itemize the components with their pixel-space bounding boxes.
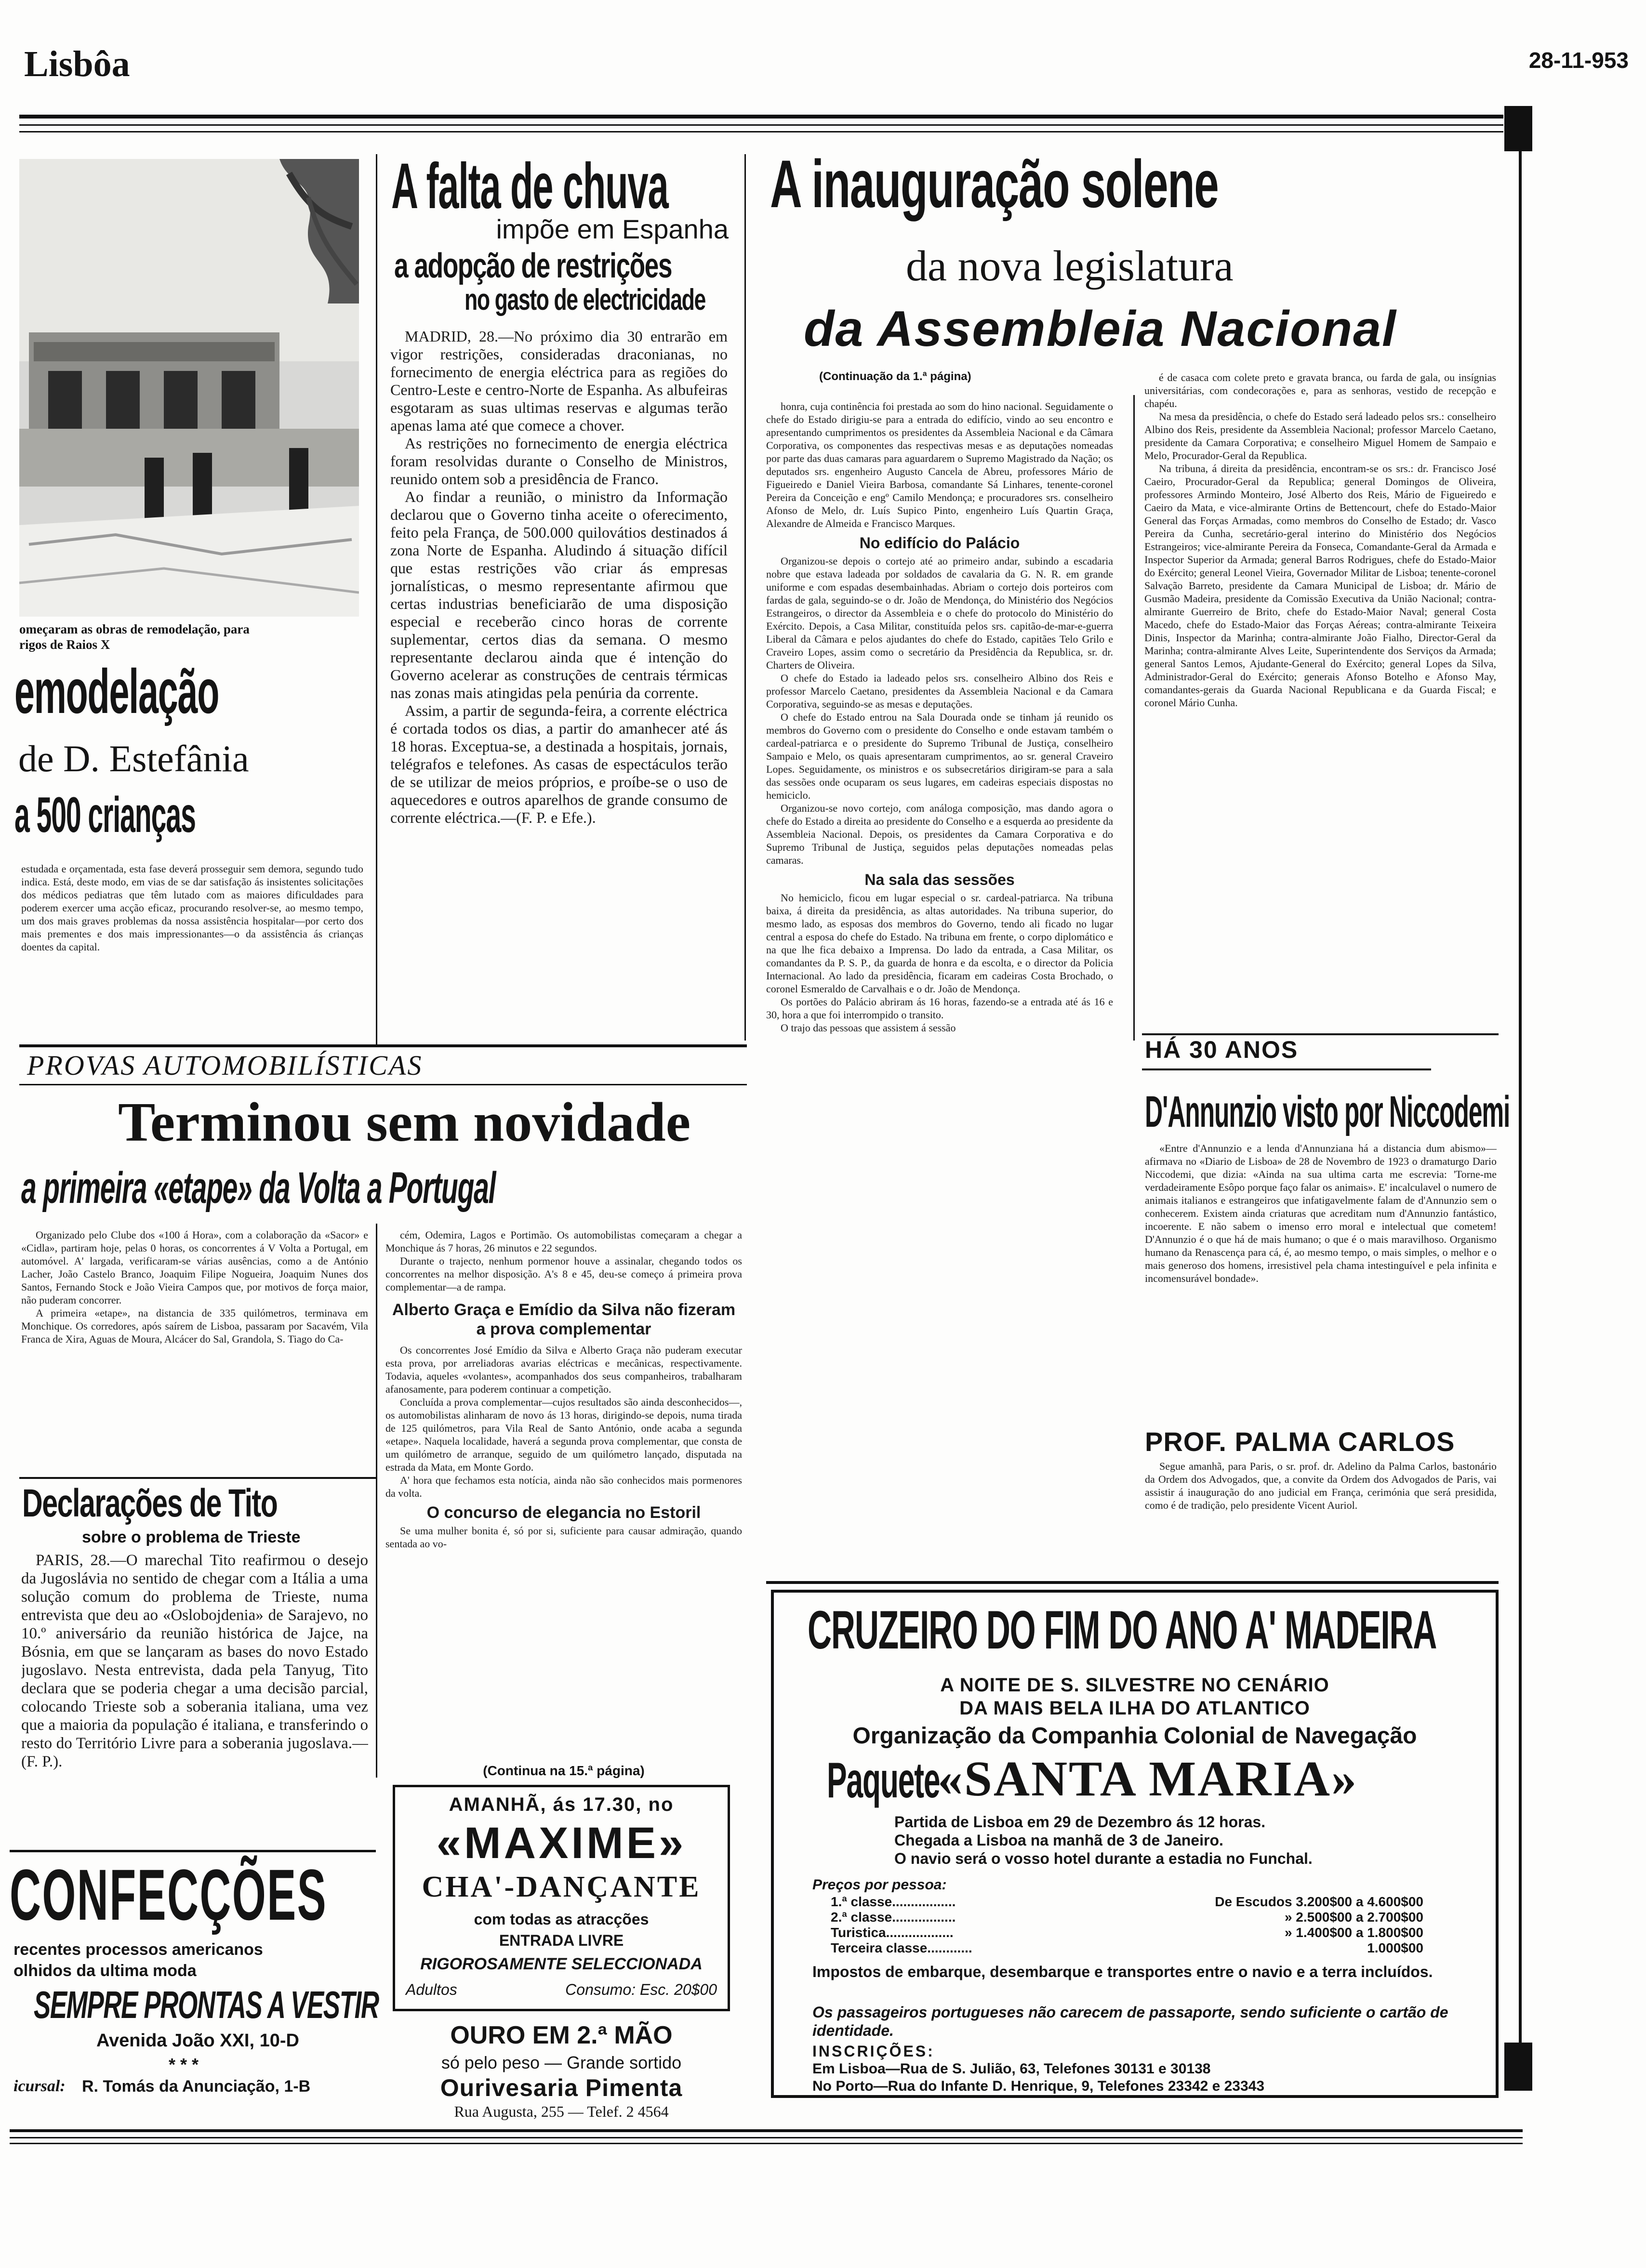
assembleia-col1 xyxy=(766,400,1113,1575)
assembleia-headline1: A inauguração solene xyxy=(770,146,1219,222)
assembleia-sub2: Na sala das sessões xyxy=(864,871,1015,888)
assembleia-col2-p3: Na tribuna, á direita da presidência, encontram-se os srs.: dr. Francisco José Caeiro, Procurador-Geral da Republica; general Domingos de Oliveira, professores Armindo Monteiro, José Alberto dos Reis, Mário de Figueiredo e Caeiro da Mata, e vice-almirante Ortins de Bettencourt, chefe do Estado-Maior General das Forças Armadas, como membros do Conselho de Estado; dr. Vasco Pereira da Cunha, secretário-geral interino do Ministério dos Negócios Estrangeiros; vice-almirante Pereira da Fonseca, Comandante-Geral da Armada e Inspector Superior da Armada; general Barros Rodrigues, chefe do Estado-Maior do Exército; general Leonel Vieira, Governador Militar de Lisboa; tenente-coronel Salvação Barreto, presidente da Camara Municipal de Lisboa; dr. Mário de Gusmão Madeira, presidente da Comissão Executiva da União Nacional; contra-almirante Guerreiro de Brito, chefe do Estado-Maior Naval; general Costa Macedo, chefe do Estado-Maior das Forças Aéreas; contra-almirante Teixeira Dinis, Inspector da Marinha; contra-almirante João Fialho, Director-Geral da Marinha; contra-almirante Alves Leite, Superintendente dos Serviços da Armada; general Santos Lemos, Ajudante-General do Exército; general Lopes da Silva, Administrador-Geral do Exército; generais Afonso Botelho e Afonso May, comandantes-gerais da Guarda Nacional Republicana e da Guarda Fiscal; e coronel Mário Cunha. xyxy=(1144,462,1496,709)
assembleia-col1-p6: No hemiciclo, ficou em lugar especial o sr. cardeal-patriarca. Na tribuna baixa, á direita da presidência, as altas autoridades. Na tribuna superior, do mesmo lado, as esposas dos membros do Governo, tendo ali ficado no lugar central a esposa do chefe do Estado. Na tribuna em frente, o corpo diplomático e na que lhe fica debaixo a Imprensa. Do lado da entrada, a Casa Militar, os comandantes da P. S. P., da guarda de honra e da escolta, e o director da Policia Internacional. Ao lado da presidência, ficaram em cadeiras Costa Brochado, o coronel Esmeraldo de Carvalhais e o dr. João de Mendonça. xyxy=(766,892,1113,995)
masthead xyxy=(19,43,1629,96)
provas-continua: (Continua na 15.ª página) xyxy=(483,1763,645,1778)
cruzeiro-ship: «SANTA MARIA» xyxy=(938,1751,1358,1806)
ha30-headline: D'Annunzio visto por Niccodemi xyxy=(1145,1087,1510,1136)
maxime-event: CHA'-DANÇANTE xyxy=(422,1871,701,1903)
ouro-headline: OURO EM 2.ª MÃO xyxy=(450,2021,673,2049)
masthead-date: 28-11-953 xyxy=(1528,48,1629,73)
col-rule-2 xyxy=(744,154,746,1041)
confeccoes-branch-label: icursal: xyxy=(13,2077,66,2095)
right-margin-line xyxy=(1519,151,1522,2088)
ha30-kicker-rule xyxy=(1142,1068,1431,1070)
photo-caption xyxy=(19,621,366,652)
confeccoes-branch-address: R. Tomás da Anunciação, 1-B xyxy=(82,2077,311,2096)
price-row xyxy=(831,1894,1423,1910)
provas-col2-p5: A' hora que fechamos esta notícia, ainda não são conhecidos mais pormenores da volta. xyxy=(385,1474,742,1499)
price-row xyxy=(831,1940,1423,1956)
ouro-ad xyxy=(393,2021,730,2120)
price-class: 2.ª classe................. xyxy=(831,1910,956,1925)
price-row xyxy=(831,1910,1423,1925)
cruzeiro-line1: A NOITE DE S. SILVESTRE NO CENÁRIO xyxy=(940,1675,1329,1696)
confeccoes-stars: * * * xyxy=(169,2055,199,2074)
provas-kicker: PROVAS AUTOMOBILÍSTICAS xyxy=(27,1050,423,1081)
maxime-name: «MAXIME» xyxy=(436,1819,687,1868)
tito-body-wrap xyxy=(21,1551,368,1840)
price-value: » 2.500$00 a 2.700$00 xyxy=(1284,1910,1423,1925)
cruzeiro-passport: Os passageiros portugueses não carecem de passaporte, sendo suficiente o cartão de identidade. xyxy=(812,2004,1448,2039)
remodelacao-headline2: de D. Estefânia xyxy=(18,738,249,779)
bottom-rule-2 xyxy=(10,2137,1523,2138)
col-rule-3 xyxy=(1133,395,1135,1041)
construction-photo xyxy=(19,159,359,617)
col-rule-1 xyxy=(376,154,377,1045)
chuva-body xyxy=(390,328,728,1050)
ouro-name: Ourivesaria Pimenta xyxy=(440,2074,683,2101)
photo-caption-line2: rigos de Raios X xyxy=(19,637,110,652)
chuva-headline3: a adopção de restrições xyxy=(394,247,672,285)
assembleia-continuation: (Continuação da 1.ª página) xyxy=(819,370,971,383)
provas-col2-p3: Os concorrentes José Emídio da Silva e Alberto Graça não puderam executar esta prova, por arreliadoras avarias eléctricas e mecânicas, respectivamente. Todavia, aqueles «volantes», acompanhados dos seus companheiros, trabalharam afanosamente, para poderem continuar a competição. xyxy=(385,1344,742,1395)
masthead-rule xyxy=(19,115,1503,119)
ha30-body: «Entre d'Annunzio e a lenda d'Annunziana há a distancia dum abismo»—afirmava no «Diario de Lisboa» de 28 de Novembro de 1923 o dramaturgo Dario Niccodemi, que dizia: «Ainda na sua ultima carta me escrevia: 'Torne-me verdadeiramente Esôpo porque faço falar os animais». E' incalculavel o numero de animais italianos e estrangeiros que infatigavelmente falam de d'Annunzio sem o conhecerem. Existem ainda criaturas que acreditam num d'Annunzio fantástico, incoerente. E não sabem o imenso erro moral e intelectual que cometem! D'Annunzio é o que há de mais humano; o que é o mais maravilhoso. Organismo humano da Renascença para cá, é, ao mesmo tempo, o mais simples, o melhor e o mais generoso dos homens, irresistivel pela chama intestinguível e pela infinita e incomensurável bondade». xyxy=(1145,1142,1497,1284)
remodelacao-headline1: emodelação xyxy=(14,656,219,726)
provas-kicker-rule xyxy=(19,1084,747,1085)
tito-top-rule xyxy=(19,1477,376,1479)
ha30-top-rule xyxy=(1142,1033,1499,1035)
cruzeiro-title: CRUZEIRO DO FIM DO ANO A' MADEIRA xyxy=(808,1600,1437,1660)
tito-body: PARIS, 28.—O marechal Tito reafirmou o desejo da Jugoslávia no sentido de chegar com a Itália a uma solução comum do problema de Trieste, numa entrevista que deu ao «Oslobojdenia» de Sarajevo, no 10.º aniversário da reunião histórica de Jajce, na Bósnia, em que se lançaram as bases do novo Estado jugoslavo. Nesta entrevista, dada pela Tanyug, Tito declara que se poderia chegar a uma decisão parcial, colocando Trieste sob a soberania italiana, uma vez que a maioria da população é italiana, e transferindo o resto do Território Livre para a soberania jugoslava.—(F. P.). xyxy=(21,1552,368,1770)
assembleia-col2-p1: é de casaca com colete preto e gravata branca, ou farda de gala, ou insígnias universitárias, com condecorações e, para as senhoras, vestido de recepção e chapéu. xyxy=(1144,371,1496,409)
bottom-rule-1 xyxy=(10,2129,1523,2132)
masthead-title: Lisbôa xyxy=(24,44,130,84)
bottom-rule-3 xyxy=(10,2143,1523,2144)
provas-col2-p4: Concluída a prova complementar—cujos resultados são ainda desconhecidos—, os automobilistas alinharam de novo ás 13 horas, dirigindo-se depois, numa tirada de 125 quilómetros, para Vila Real de Santo António, onde acaba a segunda «etape». Naquela localidade, haverá a segunda prova complementar, que consta de um quilómetro de arranque, seguido de um quilómetro lançado, disputada na estrada da Mata, em Monte Gordo. xyxy=(385,1396,742,1473)
assembleia-col1-p1: honra, cuja continência foi prestada ao som do hino nacional. Seguidamente o chefe do Estado dirigiu-se para a entrada do edifício, vindo ao seu encontro e apresentando cumprimentos os presidentes da Assembleia Nacional e da Câmara Corporativa, os componentes das respectivas mesas e as deputações nomeadas por parte das duas camaras para aguardarem o Supremo Magistrado da Nação; os deputados srs. engenheiro Augusto Cancela de Abreu, professores Mário de Figueiredo e Daniel Vieira Barbosa, comandante Sá Linhares, tenente-coronel Pereira da Conceição e engº Camilo Mendonça; e procuradores srs. conselheiro Afonso de Melo, dr. Luís Supico Pinto, engenheiro Luís Quartin Graça, Alexandre de Almeida e Francisco Marques. xyxy=(766,400,1113,529)
provas-headline2: a primeira «etape» da Volta a Portugal xyxy=(21,1163,496,1213)
cruzeiro-prices xyxy=(831,1894,1423,1956)
assembleia-headline2: da nova legislatura xyxy=(906,242,1234,290)
price-value: 1.000$00 xyxy=(1367,1940,1423,1955)
cruzeiro-insc-title: INSCRIÇÕES: xyxy=(812,2043,935,2060)
cruzeiro-dep3: O navio será o vosso hotel durante a estadia no Funchal. xyxy=(894,1850,1313,1867)
cruzeiro-dep1: Partida de Lisboa em 29 de Dezembro ás 12 horas. xyxy=(894,1813,1266,1831)
maxime-ad xyxy=(393,1785,730,2011)
confeccoes-top-rule xyxy=(10,1850,376,1852)
confeccoes-address: Avenida João XXI, 10-D xyxy=(96,2031,299,2051)
remodelacao-headline3: a 500 crianças xyxy=(14,787,196,843)
cruzeiro-ad xyxy=(771,1590,1499,2098)
price-value: De Escudos 3.200$00 a 4.600$00 xyxy=(1215,1894,1423,1909)
maxime-line1: AMANHÃ, ás 17.30, no xyxy=(449,1794,674,1815)
price-row xyxy=(831,1925,1423,1940)
assembleia-col1-p2: Organizou-se depois o cortejo até ao primeiro andar, subindo a escadaria nobre que estava ladeada por soldados de cavalaria da G. N. R. em grande uniforme e com espadas desembainhadas. Abriam o cortejo dois porteiros com fardas de gala, seguindo-se o dr. João de Mendonça, do Ministério dos Negócios Estrangeiros, o director da Assembleia e o chefe do protocolo do Ministério do Exército. Depois, a Casa Militar, constituída pelos srs. capitão-de-mar-e-guerra Liberal da Câmara e pelos ajudantes do chefe do Estado, capitães Telo Grilo e Craveiro Lopes, assim como o secretário da Presidência da Republica, sr. dr. Charters de Oliveira. xyxy=(766,555,1113,671)
assembleia-col1-p5: Organizou-se novo cortejo, com análoga composição, mas dando agora o chefe do Estado a direita ao presidente do Conselho e a esquerda ao presidente da Assembleia Nacional. Depois, os presidentes da Camara Corporativa e do Supremo Tribunal de Justiça, seguidos pelas deputações nomeadas pelas camaras. xyxy=(766,802,1113,866)
provas-col2-p6: Se uma mulher bonita é, só por si, suficiente para causar admiração, quando sentada ao vo- xyxy=(385,1525,742,1550)
ha30-kicker: HÁ 30 ANOS xyxy=(1145,1036,1299,1063)
provas-col2 xyxy=(385,1228,742,1758)
ha30-body-wrap xyxy=(1145,1142,1497,1411)
chuva-p2: As restrições no fornecimento de energia eléctrica foram resolvidas durante o Conselho de Ministros, reunido ontem sob a presidência de Franco. xyxy=(390,435,728,488)
price-value: » 1.400$00 a 1.800$00 xyxy=(1284,1925,1423,1940)
maxime-line4: RIGOROSAMENTE SELECCIONADA xyxy=(420,1955,703,1973)
assembleia-col1-p8: O trajo das pessoas que assistem á sessão xyxy=(781,1022,956,1034)
provas-headline1: Terminou sem novidade xyxy=(118,1092,691,1153)
palma-body-wrap xyxy=(1145,1460,1497,1575)
ouro-line1: só pelo peso — Grande sortido xyxy=(441,2053,682,2072)
masthead-rule-3 xyxy=(19,131,1503,132)
cruzeiro-insc1: Em Lisboa—Rua de S. Julião, 63, Telefones 30131 e 30138 xyxy=(812,2061,1211,2077)
palma-body: Segue amanhã, para Paris, o sr. prof. dr. Adelino da Palma Carlos, bastonário da Ordem dos Advogados, que, a convite da Ordem dos Advogados de Paris, vai assistir á inauguração do ano judicial em França, cerimónia que será presidida, como é de tradição, pelo presidente Vicent Auriol. xyxy=(1145,1460,1497,1511)
palma-headline: PROF. PALMA CARLOS xyxy=(1145,1426,1455,1457)
assembleia-col1-p4: O chefe do Estado entrou na Sala Dourada onde se tinham já reunido os membros do Governo com o presidente do Conselho e onde estavam também o cardeal-patriarca e o presidente do Supremo Tribunal de Justiça, conselheiro Sampaio e Melo, os quais apresentaram cumprimentos, ao sr. general Craveiro Lopes. Seguidamente, os ministros e os subsecretários dirigiram-se para a sala das sessões onde ocuparam os seus lugares, em cadeiras especiais dispostas no hemiciclo. xyxy=(766,711,1113,801)
cruzeiro-dep2: Chegada a Lisboa na manhã de 3 de Janeiro. xyxy=(894,1832,1223,1849)
provas-col1 xyxy=(21,1228,368,1450)
tito-headline2: sobre o problema de Trieste xyxy=(82,1528,301,1546)
assembleia-col2-p2: Na mesa da presidência, o chefe do Estado será ladeado pelos srs.: conselheiro Albino dos Reis, presidente da Assembleia Nacional; professor Marcelo Caetano, presidente da Camara Corporativa; e conselheiro Miguel Homem de Sampaio e Melo, Procurador-Geral da Republica. xyxy=(1144,410,1496,462)
confeccoes-slogan: SEMPRE PRONTAS A VESTIR xyxy=(34,1983,379,2026)
cruzeiro-top-rule xyxy=(766,1581,1499,1584)
col-rule-4 xyxy=(376,1224,377,1778)
maxime-adults: Adultos xyxy=(406,1981,457,1998)
price-class: 1.ª classe................. xyxy=(831,1894,956,1909)
chuva-headline2: impõe em Espanha xyxy=(496,214,729,244)
cruzeiro-prices-title: Preços por pessoa: xyxy=(812,1877,947,1893)
chuva-p3: Ao findar a reunião, o ministro da Informação declarou que o Governo tinha aceite o oferecimento, feito pela França, de 500.000 quilovátios destinados á zona Norte de Espanha. Aludindo á situação difícil que estas restrições vão criar ás empresas jornalísticas, o mesmo representante afirmou que certas industrias beneficiarão de uma disposição especial e receberão cinco horas de corrente suplementar, certos dias da semana. O mesmo representante declarou ainda que é intenção do Governo acelerar as construções de centrais térmicas nas zonas mais atingidas pela penúria da corrente. xyxy=(390,488,728,701)
provas-sub1: Alberto Graça e Emídio da Silva não fizeram a prova complementar xyxy=(392,1301,736,1338)
chuva-headline1: A falta de chuva xyxy=(391,150,668,222)
cruzeiro-tax: Impostos de embarque, desembarque e transportes entre o navio e a terra incluídos. xyxy=(812,1963,1433,1980)
remodelacao-body xyxy=(21,862,363,1036)
maxime-line2: com todas as atracções xyxy=(474,1911,649,1928)
chuva-p4: Assim, a partir de segunda-feira, a corrente eléctrica é cortada todos os dias, a partir do amanhecer até ás 18 horas. Exceptua-se, a destinada a hospitais, jornais, telégrafos e telefones. As casas de espectáculos terão de se utilizar de meios próprios, e proíbe-se o uso de aquecedores e outros aparelhos de grande consumo de corrente eléctrica.—(F. P. e Efe.). xyxy=(390,702,728,826)
confeccoes-line1: recentes processos americanos xyxy=(13,1940,263,1959)
chuva-article xyxy=(385,150,732,1050)
price-class: Turistica.................. xyxy=(831,1925,954,1940)
assembleia-headline3: da Assembleia Nacional xyxy=(804,301,1397,357)
price-class: Terceira classe............ xyxy=(831,1940,972,1955)
assembleia-col1-p3: O chefe do Estado ia ladeado pelos srs. conselheiro Albino dos Reis e professor Marcelo Caetano, presidentes da Assembleia Nacional e da Camara Corporativa, seguindo-se as mesas e deputações. xyxy=(766,672,1113,710)
tito-headline1: Declarações de Tito xyxy=(22,1481,278,1525)
chuva-p1: MADRID, 28.—No próximo dia 30 entrarão em vigor restrições, consideradas draconianas, no fornecimento de energia eléctrica para as regiões do Centro-Leste e centro-Norte de Espanha. As albufeiras esgotaram as suas ultimas reservas e algumas terão apenas lama até que comece a chover. xyxy=(390,328,728,434)
maxime-line3: ENTRADA LIVRE xyxy=(499,1932,624,1949)
assembleia-col1-p7: Os portões do Palácio abriram ás 16 horas, fazendo-se a entrada até ás 16 e 30, hora a que foi interrompido o transito. xyxy=(766,996,1113,1021)
maxime-consumo: Consumo: Esc. 20$00 xyxy=(565,1981,717,1998)
confeccoes-line2: olhidos da ultima moda xyxy=(13,1962,197,1980)
photo-caption-line1: omeçaram as obras de remodelação, para xyxy=(19,622,250,636)
confeccoes-ad xyxy=(10,1854,379,2105)
provas-top-rule xyxy=(19,1044,747,1047)
provas-col1-p2: A primeira «etape», na distancia de 335 quilómetros, terminava em Monchique. Os corredores, após saírem de Lisboa, passaram por Sacavém, Vila Franca de Xira, Aguas de Moura, Alcácer do Sal, Grandola, S. Tiago do Ca- xyxy=(21,1307,368,1345)
provas-col1-p1: Organizado pelo Clube dos «100 á Hora», com a colaboração da «Sacor» e «Cidla», partiram hoje, pelas 0 horas, os concorrentes á V Volta a Portugal, em automóvel. A' largada, verificaram-se várias ausências, como a de António Lacher, João Castelo Branco, Joaquim Filipe Nogueira, Joaquim Nunes dos Santos, Fernando Stock e João Vieira Campos que, por motivos de força maior, não puderam concorrer. xyxy=(21,1229,368,1306)
chuva-headline4: no gasto de electricidade xyxy=(465,283,705,316)
confeccoes-title: CONFECÇÕES xyxy=(10,1854,328,1935)
assembleia-col2 xyxy=(1144,371,1496,1036)
ouro-address: Rua Augusta, 255 — Telef. 2 4564 xyxy=(454,2103,669,2120)
masthead-rule-thin xyxy=(19,124,1503,126)
cruzeiro-paquete: Paquete xyxy=(827,1753,940,1808)
cruzeiro-insc2: No Porto—Rua do Infante D. Henrique, 9, Telefones 23342 e 23343 xyxy=(812,2078,1265,2094)
right-margin-bar xyxy=(1504,106,1532,151)
cruzeiro-org: Organização da Companhia Colonial de Navegação xyxy=(852,1723,1417,1749)
provas-col2-p1: cém, Odemira, Lagos e Portimão. Os automobilistas começaram a chegar a Monchique ás 7 horas, 26 minutos e 22 segundos. xyxy=(385,1229,742,1254)
provas-sub2: O concurso de elegancia no Estoril xyxy=(426,1503,701,1522)
cruzeiro-line2: DA MAIS BELA ILHA DO ATLANTICO xyxy=(959,1698,1310,1719)
remodelacao-body-text: estudada e orçamentada, esta fase deverá prosseguir sem demora, segundo tudo indica. Está, deste modo, em vias de se dar satisfação ás insistentes solicitações dos médicos pediatras que têm lutado com as maiores dificuldades para poderem exercer uma acção eficaz, procurando resolver-se, ao mesmo tempo, um dos mais graves problemas da nossa assistência hospitalar—por certo dos mais prementes e dos mais impressionantes—o da assistência ás crianças doentes da capital. xyxy=(21,863,363,953)
right-margin-bar-bottom xyxy=(1504,2043,1532,2091)
provas-col2-p2: Durante o trajecto, nenhum pormenor houve a assinalar, chegando todos os concorrentes na melhor disposição. A's 8 e 45, deu-se começo á primeira prova complementar—a de rampa. xyxy=(385,1255,742,1293)
assembleia-sub1: No edifício do Palácio xyxy=(859,534,1020,552)
